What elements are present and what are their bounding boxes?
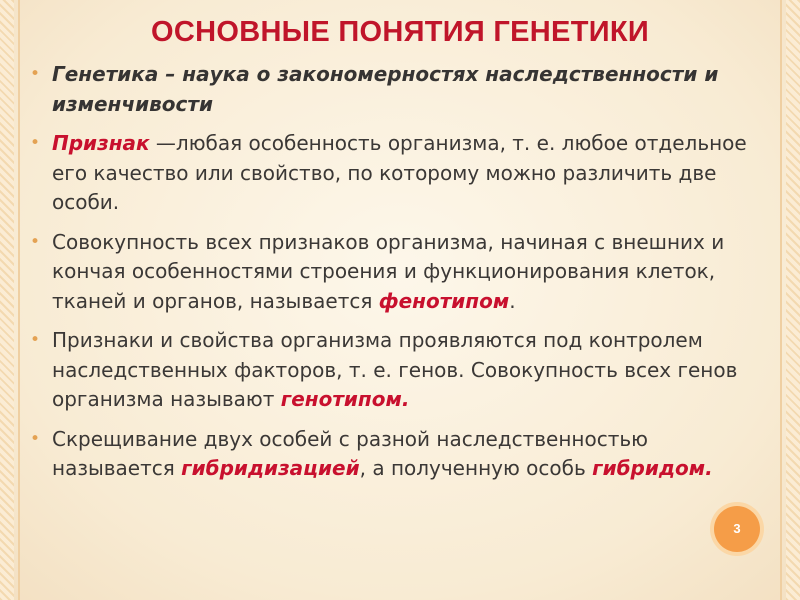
phenotype-text: Совокупность всех признаков организма, начиная с внешних и кончая особенностями строения и функционирования клеток, тканей и органов, называется (52, 229, 725, 313)
hybridization-text: Скрещивание двух особей с разной наследственностью называется (52, 426, 649, 480)
trait-definition: —любая особенность организма, т. е. любое отдельное его качество или свойство, по которому можно различить две особи. (52, 131, 747, 214)
right-border-line (780, 0, 782, 600)
bullet-genetics (30, 60, 755, 119)
slide-title: ОСНОВНЫЕ ПОНЯТИЯ ГЕНЕТИКИ (151, 16, 649, 48)
hybridization-mid: , а полученную особь (359, 456, 593, 480)
bullet-dot-icon: • (30, 133, 41, 153)
term-hybridization: гибридизацией (181, 456, 360, 480)
right-decorative-border (786, 0, 800, 600)
bullet-dot-icon: • (30, 231, 41, 252)
bullet-genotype (30, 326, 755, 415)
bullet-dot-icon: • (30, 428, 41, 449)
bullet-hybridization (30, 425, 755, 484)
bullet-phenotype (30, 228, 755, 317)
genetics-definition: Генетика – наука о закономерностях наследственности и изменчивости (52, 62, 719, 116)
left-border-line (18, 0, 20, 600)
bullet-dot-icon: • (30, 64, 41, 84)
slide-content (30, 60, 755, 494)
page-number-badge: 3 (714, 506, 760, 552)
left-decorative-border (0, 0, 14, 600)
term-hybrid: гибридом. (592, 456, 713, 480)
genotype-text: Признаки и свойства организма проявляются под контролем наследственных факторов, т. е. генов. Совокупность всех генов организма называют (52, 328, 738, 411)
term-genotype: генотипом. (280, 387, 410, 411)
bullet-dot-icon: • (30, 330, 41, 350)
phenotype-end: . (509, 288, 516, 313)
term-trait: Признак (52, 131, 150, 155)
term-phenotype: фенотипом (378, 288, 510, 313)
bullet-trait (30, 129, 755, 218)
